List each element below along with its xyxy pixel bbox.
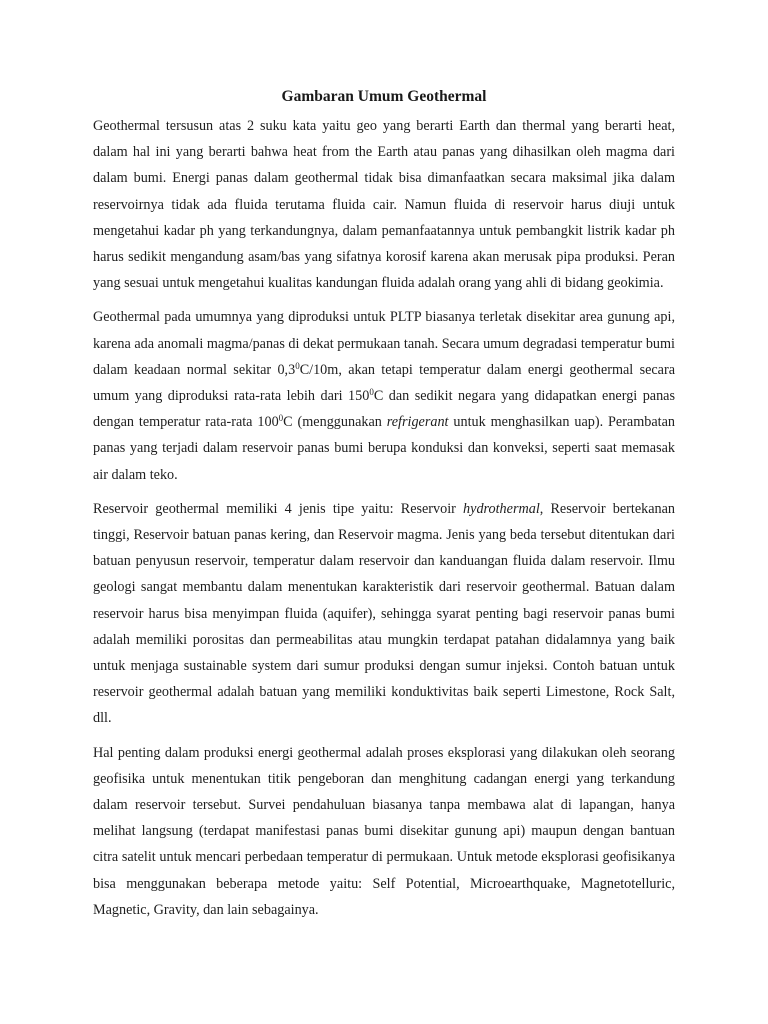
degree-superscript: 0 (278, 413, 284, 424)
paragraph-2-text-a: Geothermal pada umumnya yang diproduksi untuk PLTP biasanya terletak disekitar area gunung api, karena ada anomali magma/panas di dekat permukaan tanah. Secara umum degradasi temperatur bumi dalam keadaan normal sekitar 0,3 (93, 309, 675, 378)
paragraph-4-text: Hal penting dalam produksi energi geothermal adalah proses eksplorasi yang dilakukan oleh seorang geofisika untuk menentukan titik pengeboran dan menghitung cadangan energi yang terkandung dalam reservoir tersebut. Survei pendahuluan biasanya tanpa membawa alat di lapangan, hanya melihat langsung (terdapat manifestasi panas bumi disekitar gunung api) maupun dengan bantuan citra satelit untuk mencari perbedaan temperatur di permukaan. Untuk metode eksplorasi geofisikanya bisa menggunakan beberapa metode yaitu: Self Potential, Microearthquake, Magnetotelluric, Magnetic, Gravity, dan lain sebagainya. (93, 744, 675, 918)
degree-superscript: 0 (295, 360, 300, 371)
italic-term-hydrothermal: hydrothermal (463, 500, 540, 517)
paragraph-2-text-d: C (menggunakan (283, 414, 387, 431)
paragraph-temperature (93, 304, 675, 487)
document-title: Gambaran Umum Geothermal (281, 88, 487, 105)
italic-term-refrigerant: refrigerant (386, 414, 449, 431)
paragraph-exploration (93, 740, 675, 923)
paragraph-1-text: Geothermal tersusun atas 2 suku kata yaitu geo yang berarti Earth dan thermal yang berarti heat, dalam hal ini yang berarti bahwa heat from the Earth atau panas yang dihasilkan oleh magma dari dalam bumi. Energi panas dalam geothermal tidak bisa dimanfaatkan secara maksimal jika dalam reservoirnya tidak ada fluida terutama fluida cair. Namun fluida di reservoir harus diuji untuk mengetahui kadar ph yang terkandungnya, dalam pemanfaatannya untuk pembangkit listrik kadar ph harus sedikit mengandung asam/bas yang sifatnya korosif karena akan merusak pipa produksi. Peran yang sesuai untuk mengetahui kualitas kandungan fluida adalah orang yang ahli di bidang geokimia. (93, 118, 675, 292)
paragraph-reservoir (93, 496, 675, 732)
paragraph-definition (93, 113, 675, 296)
document-page (93, 86, 675, 931)
paragraph-2-text-e: untuk menghasilkan uap). Perambatan panas yang terjadi dalam reservoir panas bumi berupa konduksi dan konveksi, seperti saat memasak air dalam teko. (93, 414, 675, 483)
paragraph-2-text-b: C/10m, akan tetapi temperatur dalam energi geothermal secara umum yang diproduksi rata-rata lebih dari 150 (93, 361, 675, 405)
paragraph-3-text-a: Reservoir geothermal memiliki 4 jenis tipe yaitu: Reservoir (93, 500, 464, 517)
degree-superscript: 0 (369, 387, 374, 398)
paragraph-2-text-c: C dan sedikit negara yang didapatkan energi panas dengan temperatur rata-rata 100 (93, 388, 676, 431)
paragraph-3-text-b: , Reservoir bertekanan tinggi, Reservoir batuan panas kering, dan Reservoir magma. Jenis yang beda tersebut ditentukan dari batuan penyusun reservoir, temperatur dalam reservoir dan kanduangan fluida dalam reservoir. Ilmu geologi sangat membantu dalam menentukan karakteristik dari reservoir geothermal. Batuan dalam reservoir harus bisa menyimpan fluida (aquifer), sehingga syarat penting bagi reservoir panas bumi adalah memiliki porositas dan permeabilitas atau mungkin terdapat patahan didalamnya yang baik untuk menjaga sustainable system dari sumur produksi dengan sumur injeksi. Contoh batuan untuk reservoir geothermal adalah batuan yang memiliki konduktivitas baik seperti Limestone, Rock Salt, dll. (93, 500, 675, 727)
